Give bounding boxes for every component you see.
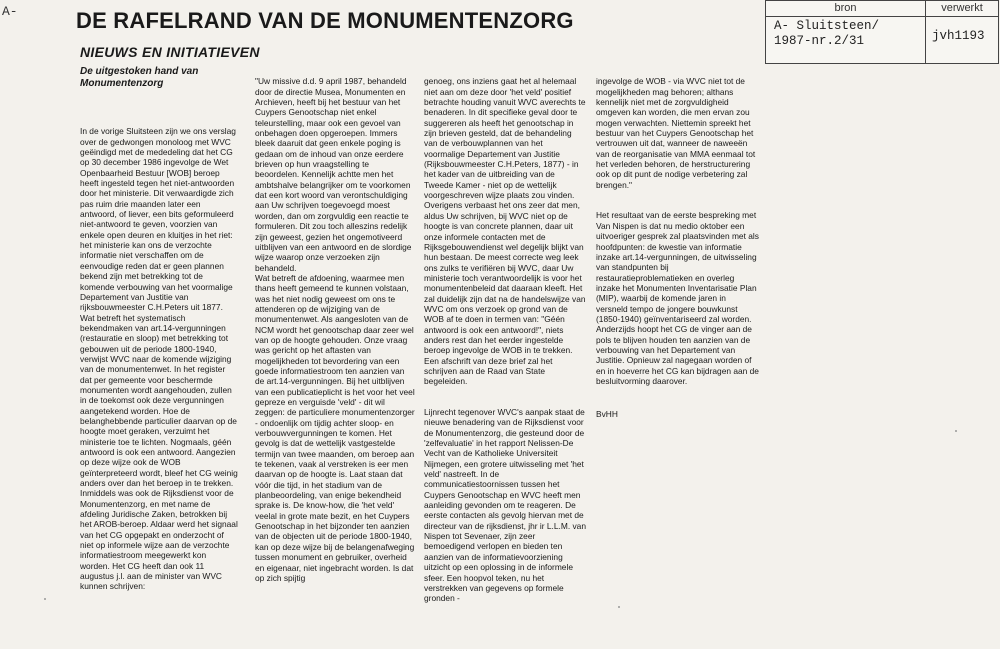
stamp-bron-value: A- Sluitsteen/ 1987-nr.2/31: [774, 19, 880, 48]
text-column-4: [596, 66, 759, 419]
scan-speck: [955, 430, 957, 432]
stamp-bron-label: bron: [834, 2, 857, 14]
scan-speck: [44, 598, 46, 600]
section-heading: NIEUWS EN INITIATIEVEN: [80, 44, 260, 60]
margin-annotation: A-: [2, 4, 18, 19]
article-title: DE RAFELRAND VAN DE MONUMENTENZORG: [76, 8, 574, 33]
paragraph: ingevolge de WOB - via WVC niet tot de mogelijkheden mag behoren; althans kennelijk niet met de zorgvuldigheid omgeven kan worden, die men ervan zou mogen verwachten. Niettemin spreekt het bestuur van het Cuypers Genootschap het vertrouwen uit dat, wanneer de naweeën van de reorganisatie van MMA eenmaal tot het verleden behoren, de herstructurering ook op dit punt de nodige verbetering zal brengen.": [596, 76, 756, 190]
text-column-2: [255, 66, 415, 596]
archive-stamp: [765, 0, 999, 64]
paragraph: In de vorige Sluitsteen zijn we ons verslag over de gedwongen monoloog met WVC geëindigd met de mededeling dat het CG op 30 december 1986 ingevolge de Wet Openbaarheid Bestuur [WOB] beroep heeft ingesteld tegen het niet-antwoorden door het ministerie. Dit verwaardigde zich pas ruim drie maanden later een antwoord, of liever, een bits geformuleerd niet-antwoord te geven, voorzien van enkele open deuren en kluitjes in het riet: het ministerie kan ons de verzochte informatie niet verschaffen om de eenvoudige reden dat er geen plannen bekend zijn met betrekking tot de komende verbouwing van het voormalige Departement van Justitie van rijksbouwmeester C.H.Peters uit 1877. Wat betreft het systematisch bekendmaken van art.14-vergunningen (restauratie en sloop) met betrekking tot gebouwen uit de periode 1800-1940, verwijst WVC naar de komende wijziging van de monumentenwet. In het register dat per gemeente voor beschermde monumenten wordt aangehouden, zullen in de toekomst ook deze vergunningen aangetekend worden. Hoe de belanghebbende particulier daarvan op de hoogte moet geraken, verzuimt het ministerie toe te lichten. Nogmaals, géén antwoord is ook een antwoord. Aangezien op deze wijze ook de WOB geïnterpreteerd wordt, bleef het CG weinig anders over dan het beroep in te trekken. Inmiddels was ook de Rijksdienst voor de Monumentenzorg, en met name de afdeling Juridische Zaken, betrokken bij het AROB-beroep. Aldaar werd het signaal van het CG opgepakt en onderzocht of niet op informele wijze aan de verzochte informatiestroom meegewerkt kon worden. Het CG heeft dan ook 11 augustus j.l. aan de minister van WVC kunnen schrijven:: [80, 126, 238, 592]
paragraph: genoeg, ons inziens gaat het al helemaal niet aan om deze door 'het veld' positief betrachte houding vanuit WVC averechts te benaderen. In dit specifieke geval door te suggereren als heeft het genootschap in zijn brieven gesteld, dat de behandeling van de verbouwplannen van het voormalige Departement van Justitie (Rijksbouwmeester C.H.Peters, 1877) - in het kader van de uitbreiding van de Tweede Kamer - niet op de wettelijk voorgeschreven wijze plaats zou vinden. Overigens verbaast het ons zeer dat men, aldus Uw schrijven, bij WVC niet op de hoogte is van concrete plannen, daar uit onze informele contacten met de Rijksgebouwendienst wel degelijk blijkt van hun bestaan. De meest correcte weg leek ons zulks te verifiëren bij WVC, daar Uw ministerie toch verantwoordelijk is voor het monumentenbeleid dat daaraan kleeft. Het zal duidelijk zijn dat na de handelswijze van WVC om ons verzoek op grond van de WOB af te doen in termen van: "Géén antwoord is ook een antwoord!", niets anders rest dan het eerder ingestelde beroep ingevolge de WOB in te trekken. Een afschrift van deze brief zal het schrijven aan de Raad van State begeleiden.: [424, 76, 586, 387]
article-subtitle: De uitgestoken hand van Monumentenzorg: [80, 66, 199, 89]
paragraph: Lijnrecht tegenover WVC's aanpak staat de nieuwe benadering van de Rijksdienst voor de Monumentenzorg, die gesteund door de 'zelfevaluatie' in het rapport Nelissen-De Vecht van de Katholieke Universiteit Nijmegen, een grotere uitwisseling met 'het veld' nastreeft. In de communicatiestoornissen tussen het Cuypers Genootschap en WVC heeft men aanleiding gevonden om te reageren. De eerste contacten als gevolg hiervan met de directeur van de rijksdienst, jhr ir L.L.M. van Nispen tot Sevenaer, zijn zeer bemoedigend verlopen en bieden ten aanzien van de informatievoorziening uitzicht op een oplossing in de informele sfeer. Een hoopvol teken, nu het verstrekken van gegevens op formele gronden -: [424, 407, 586, 604]
author-signature: BvHH: [596, 408, 618, 419]
paragraph: Het resultaat van de eerste bespreking met Van Nispen is dat nu medio oktober een uitvoeriger gesprek zal plaatsvinden met als hoofdpunten: de kwestie van informatie inzake art.14-vergunningen, de uitwisseling van standpunten bij restauratieproblematieken en overleg inzake het Monumenten Inventarisatie Plan (MIP), waarbij de komende jaren in versneld tempo de jongere bouwkunst (1850-1940) geïnventariseerd zal worden. Anderzijds hoopt het CG de vinger aan de pols te blijven houden ten aanzien van de verbouwing van het Departement van Justitie. Opnieuw zal nagegaan worden of en in hoeverre het CG kan bijdragen aan de besluitvorming daarover.: [596, 210, 759, 386]
stamp-verwerkt-label: verwerkt: [941, 2, 983, 14]
text-column-1: [80, 116, 238, 596]
paragraph: "Uw missive d.d. 9 april 1987, behandeld door de directie Musea, Monumenten en Archieven, heeft bij het bestuur van het Cuypers Genootschap niet enkel teleurstelling, maar ook een gevoel van onbehagen doen opgeroepen. Immers bleek daaruit dat geen enkele poging is gedaan om de inhoud van onze eerdere brieven op hun vraagstelling te beoordelen. Kennelijk achtte men het ambtshalve belangrijker om te voorkomen dat een kort woord van verontschuldiging aan Uw schrijven toegevoegd moest worden, dan om zorgvuldig een reactie te formuleren. Dit zou toch alleszins redelijk zijn geweest, gezien het ongemotiveerd uitblijven van een antwoord en de slordige wijze waarop onze verzoeken zijn behandeld. Wat betreft de afdoening, waarmee men thans heeft gemeend te kunnen volstaan, was het niet nodig geweest om ons te attenderen op de wijziging van de monumentenwet. Als aangesloten van de NCM wordt het genootschap daar zeer wel van op de hoogte gehouden. Onze vraag was gericht op het aftasten van mogelijkheden tot bevordering van een goede informatiestroom ten aanzien van de art.14-vergunningen. Bij het uitblijven van een publicatieplicht is het voor het veel gepreze en verguisde 'veld' - dit wil zeggen: de particuliere monumentenzorger - ondoenlijk om tijdig achter sloop- en verbouwvergunningen te komen. Het gevolg is dat de wettelijk vastgestelde termijn van twee maanden, om beroep aan te tekenen, vaak al verstreken is eer men daarvan op de hoogte is. Laat staan dat vóór die tijd, in het stadium van de planbeoordeling, van enige bekendheid sprake is. De know-how, die 'het veld' veelal in grote mate bezit, en het Cuypers Genootschap in het bijzonder ten aanzien van de objecten uit de periode 1800-1940, kan op deze wijze bij de belangenafweging tussen monument en gebruiker, overheid en eigenaar, niet ingebracht worden. Is dat op zich spijtig: [255, 76, 415, 583]
text-column-3: [424, 66, 586, 604]
scan-speck: [618, 606, 620, 608]
stamp-verwerkt-value: jvh1193: [932, 29, 985, 43]
